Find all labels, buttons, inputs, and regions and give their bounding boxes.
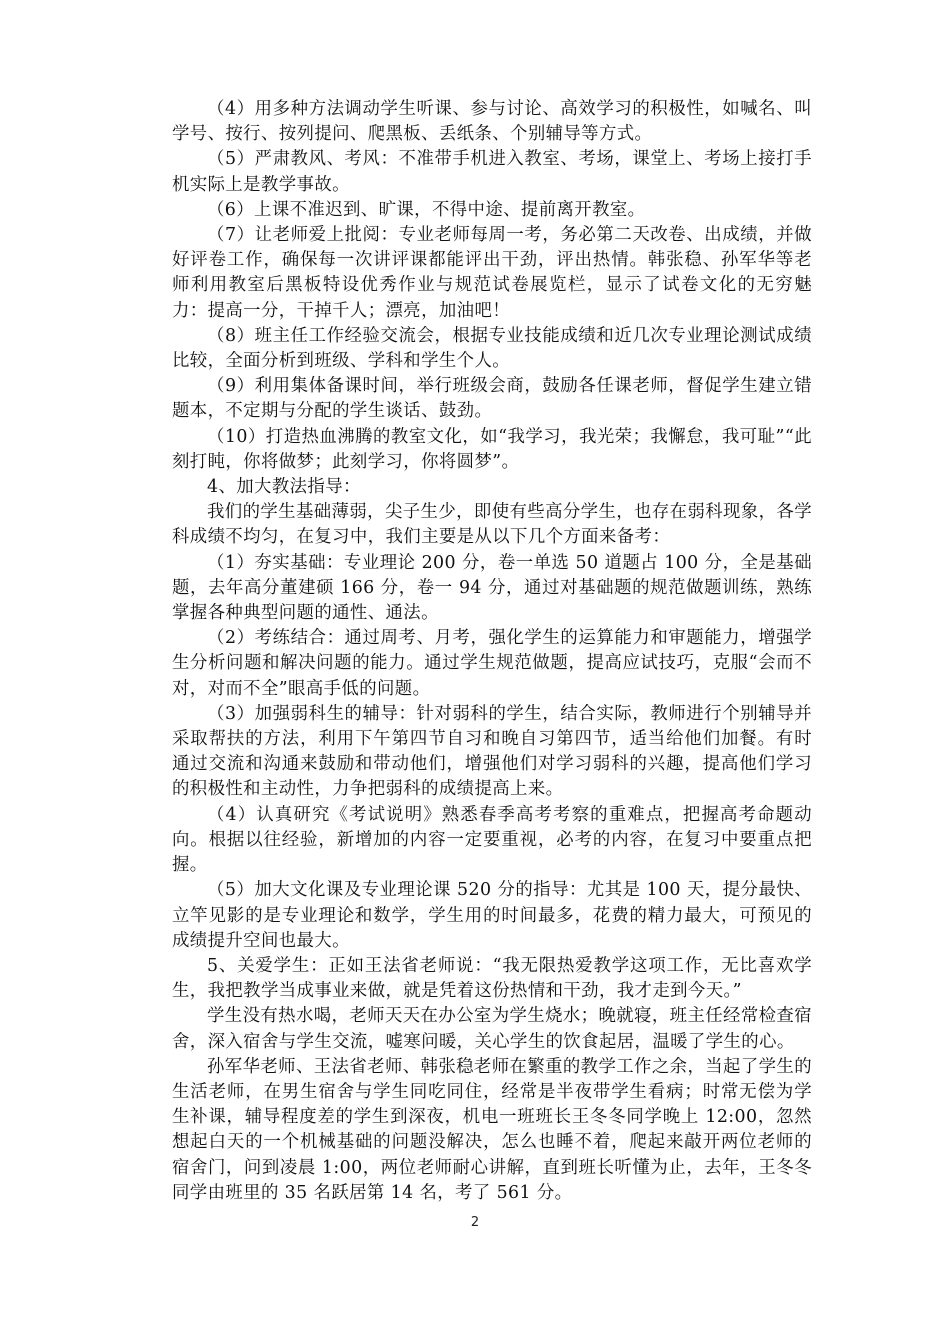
document-body <box>172 97 812 1206</box>
paragraph: 我们的学生基础薄弱，尖子生少，即使有些高分学生，也存在弱科现象，各学科成绩不均匀，在复习中，我们主要是从以下几个方面来备考： <box>172 502 812 548</box>
paragraph: （5）加大文化课及专业理论课 520 分的指导：尤其是 100 天，提分最快、立竿见影的是专业理论和数学，学生用的时间最多，花费的精力最大，可预见的成绩提升空间也最大。 <box>172 880 812 951</box>
paragraph: （3）加强弱科生的辅导：针对弱科的学生，结合实际，教师进行个别辅导并采取帮扶的方法，利用下午第四节自习和晚自习第四节，适当给他们加餐。有时通过交流和沟通来鼓励和带动他们，增强他们对学习弱科的兴趣，提高他们学习的积极性和主动性，力争把弱科的成绩提高上来。 <box>172 703 812 800</box>
paragraph: 孙军华老师、王法省老师、韩张稳老师在繁重的教学工作之余，当起了学生的生活老师，在男生宿舍与学生同吃同住，经常是半夜带学生看病；时常无偿为学生补课，辅导程度差的学生到深夜，机电一班班长王冬冬同学晚上 12:00，忽然想起白天的一个机械基础的问题没解决，怎么也睡不着，爬起来敲开两位老师的宿舍门，问到凌晨 1:00，两位老师耐心讲解，直到班长听懂为止，去年，王冬冬同学由班里的 35 名跃居第 14 名，考了 561 分。 <box>172 1056 812 1203</box>
paragraph: （4）认真研究《考试说明》熟悉春季高考考察的重难点，把握高考命题动向。根据以往经验，新增加的内容一定要重视，必考的内容，在复习中要重点把握。 <box>172 804 812 876</box>
paragraph: （6）上课不准迟到、旷课，不得中途、提前离开教室。 <box>207 199 646 220</box>
paragraph: （5）严肃教风、考风：不准带手机进入教室、考场，课堂上、考场上接打手机实际上是教学事故。 <box>172 149 812 195</box>
paragraph: （7）让老师爱上批阅：专业老师每周一考，务必第二天改卷、出成绩，并做好评卷工作，确保每一次讲评课都能评出干劲，评出热情。韩张稳、孙军华等老师利用教室后黑板特设优秀作业与规范试卷展览栏，显示了试卷文化的无穷魅力：提高一分，干掉千人；漂亮，加油吧！ <box>172 225 812 321</box>
section-heading: 4、加大教法指导： <box>207 477 361 498</box>
paragraph: （4）用多种方法调动学生听课、参与讨论、高效学习的积极性，如喊名、叫学号、按行、按列提问、爬黑板、丢纸条、个别辅导等方式。 <box>172 99 812 145</box>
paragraph: （1）夯实基础：专业理论 200 分，卷一单选 50 道题占 100 分，全是基础题，去年高分董建硕 166 分，卷一 94 分，通过对基础题的规范做题训练，熟练掌握各种典型问题的通性、通法。 <box>172 552 812 624</box>
section-heading: 5、关爱学生：正如王法省老师说：“我无限热爱教学这项工作，无比喜欢学生，我把教学当成事业来做，就是凭着这份热情和干劲，我才走到今天。” <box>172 955 812 1002</box>
paragraph: （9）利用集体备课时间，举行班级会商，鼓励各任课老师，督促学生建立错题本，不定期与分配的学生谈话、鼓劲。 <box>172 376 812 422</box>
page-number: 2 <box>470 1215 480 1230</box>
paragraph: （2）考练结合：通过周考、月考，强化学生的运算能力和审题能力，增强学生分析问题和解决问题的能力。通过学生规范做题，提高应试技巧，克服“会而不对，对而不全”眼高手低的问题。 <box>172 628 812 699</box>
paragraph: （8）班主任工作经验交流会，根据专业技能成绩和近几次专业理论测试成绩比较，全面分析到班级、学科和学生个人。 <box>172 325 812 372</box>
paragraph: 学生没有热水喝，老师天天在办公室为学生烧水；晚就寝，班主任经常检查宿舍，深入宿舍与学生交流，嘘寒问暖，关心学生的饮食起居，温暖了学生的心。 <box>172 1006 812 1052</box>
paragraph: （10）打造热血沸腾的教室文化，如“我学习，我光荣；我懈怠，我可耻”“此刻打盹，你将做梦；此刻学习，你将圆梦”。 <box>172 426 812 472</box>
